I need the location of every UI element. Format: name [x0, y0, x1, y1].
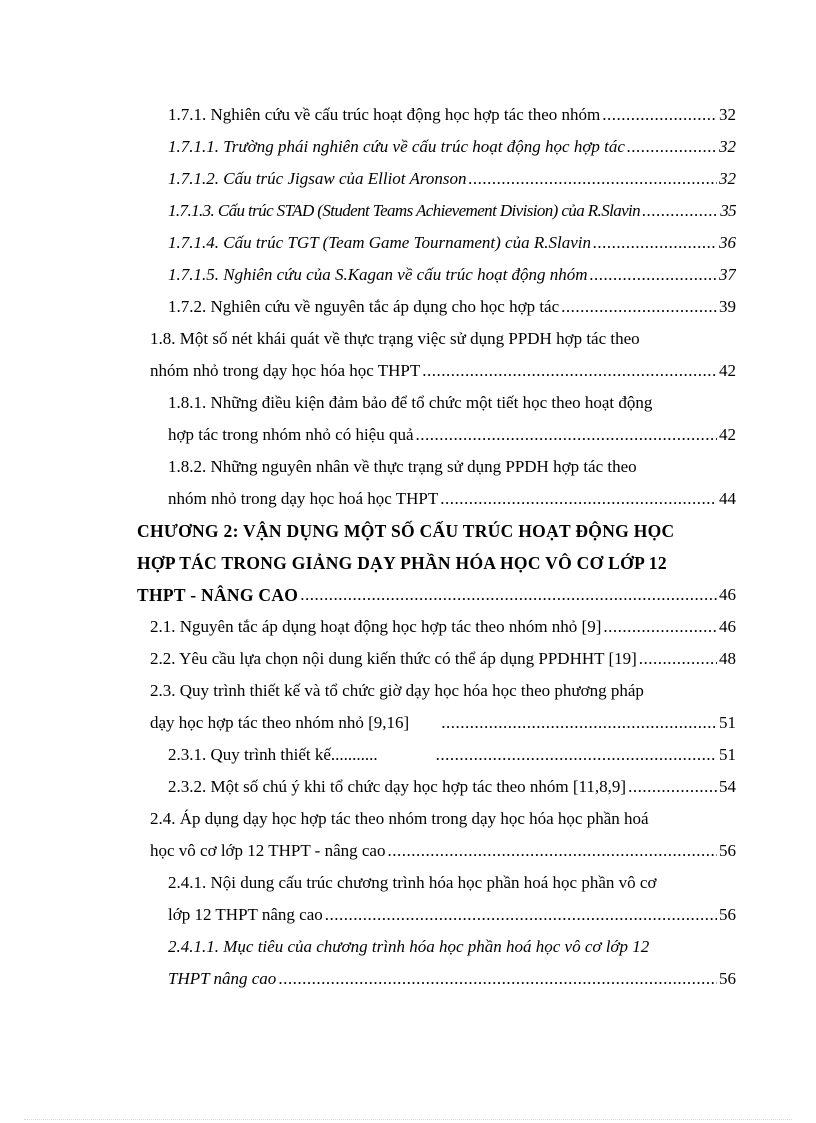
toc-page-number: 56	[719, 905, 736, 924]
toc-page-number: 51	[719, 745, 736, 764]
toc-page-number: 32	[719, 137, 736, 156]
dot-leader	[387, 840, 717, 862]
toc-entry-title: 1.7.1.5. Nghiên cứu của S.Kagan về cấu trúc hoạt động nhóm	[168, 265, 588, 284]
toc-page-number: 56	[719, 969, 736, 988]
toc-entry-2-4-1-cont[interactable]	[168, 894, 736, 926]
toc-entry-title: 1.7.2. Nghiên cứu về nguyên tắc áp dụng cho học hợp tác	[168, 297, 560, 316]
dot-leader	[440, 488, 717, 510]
toc-chapter-title: THPT - NÂNG CAO	[137, 585, 299, 605]
dot-leader	[278, 968, 717, 990]
toc-entry-2-3-2[interactable]	[168, 766, 736, 798]
toc-entry-1-8-2[interactable]	[168, 446, 736, 478]
toc-entry-1-7-1-4[interactable]	[168, 222, 736, 254]
toc-page-number: 36	[719, 233, 736, 252]
toc-page-number: 48	[719, 649, 736, 668]
toc-entry-1-8-cont[interactable]	[150, 350, 736, 382]
toc-entry-1-7-1-2[interactable]	[168, 158, 736, 190]
toc-entry-1-8-2-cont[interactable]	[168, 478, 736, 510]
dot-leader	[627, 136, 717, 158]
toc-page-number: 54	[719, 777, 736, 796]
page-bottom-divider	[24, 1119, 792, 1120]
dot-leader	[593, 232, 717, 254]
dot-leader	[325, 904, 717, 926]
toc-entry-1-7-1-1[interactable]	[168, 126, 736, 158]
toc-entry-2-3[interactable]	[150, 670, 736, 702]
toc-page-number: 32	[719, 169, 736, 188]
toc-chapter-title: CHƯƠNG 2: VẬN DỤNG MỘT SỐ CẤU TRÚC HOẠT ĐỘNG HỌC	[137, 521, 675, 541]
toc-chapter-2[interactable]	[137, 510, 736, 542]
toc-entry-title: lớp 12 THPT nâng cao	[168, 905, 323, 924]
toc-entry-title: 1.7.1.1. Trường phái nghiên cứu về cấu trúc hoạt động học hợp tác	[168, 137, 625, 156]
toc-chapter-title: HỢP TÁC TRONG GIẢNG DẠY PHẦN HÓA HỌC VÔ CƠ LỚP 12	[137, 553, 667, 573]
toc-entry-title: 2.3.2. Một số chú ý khi tổ chức dạy học hợp tác theo nhóm [11,8,9]	[168, 777, 627, 796]
toc-entry-title: THPT nâng cao	[168, 969, 277, 988]
toc-page-number: 42	[719, 425, 736, 444]
dot-leader	[590, 264, 717, 286]
toc-entry-1-7-1-3[interactable]	[168, 190, 736, 222]
toc-page-number: 46	[719, 617, 736, 636]
toc-entry-2-4-cont[interactable]	[150, 830, 736, 862]
toc-entry-title: dạy học hợp tác theo nhóm nhỏ [9,16]	[150, 713, 410, 732]
toc-entry-title: 2.2. Yêu cầu lựa chọn nội dung kiến thức có thể áp dụng PPDHHT [19]	[150, 649, 637, 668]
toc-page-number: 51	[719, 713, 736, 732]
toc-entry-2-4-1[interactable]	[168, 862, 736, 894]
toc-entry-title: 2.1. Nguyên tắc áp dụng hoạt động học hợp tác theo nhóm nhỏ [9]	[150, 617, 602, 636]
toc-page-number: 39	[719, 297, 736, 316]
dot-leader	[603, 616, 717, 638]
dot-leader	[602, 104, 717, 126]
toc-page-number: 37	[719, 265, 736, 284]
toc-entry-title: 2.4.1.1. Mục tiêu của chương trình hóa học phần hoá học vô cơ lớp 12	[168, 937, 650, 956]
toc-entry-title: 1.7.1. Nghiên cứu về cấu trúc hoạt động học hợp tác theo nhóm	[168, 105, 601, 124]
toc-entry-title: 1.7.1.3. Cấu trúc STAD (Student Teams Achievement Division) của R.Slavin	[168, 201, 641, 220]
toc-page-number: 46	[719, 585, 736, 604]
toc-page-number: 56	[719, 841, 736, 860]
toc-entry-title: 2.4. Áp dụng dạy học hợp tác theo nhóm trong dạy học hóa học phần hoá	[150, 809, 649, 828]
dot-leader	[628, 776, 717, 798]
dot-leader	[639, 648, 717, 670]
dot-leader	[380, 744, 717, 766]
dot-leader	[561, 296, 717, 318]
toc-entry-2-4-1-1[interactable]	[168, 926, 736, 958]
toc-entry-title: 1.7.1.4. Cấu trúc TGT (Team Game Tournament) của R.Slavin	[168, 233, 591, 252]
dot-leader	[411, 712, 717, 734]
toc-entry-2-4-1-1-cont[interactable]	[168, 958, 736, 990]
toc-page-number: 35	[720, 201, 736, 220]
toc-entry-2-2[interactable]	[150, 638, 736, 670]
toc-entry-title: nhóm nhỏ trong dạy học hóa học THPT	[150, 361, 421, 380]
toc-entry-1-7-2[interactable]	[168, 286, 736, 318]
dot-leader	[422, 360, 717, 382]
toc-entry-title: hợp tác trong nhóm nhỏ có hiệu quả	[168, 425, 414, 444]
toc-entry-title: học vô cơ lớp 12 THPT - nâng cao	[150, 841, 386, 860]
dot-leader	[468, 168, 717, 190]
toc-entry-title: 2.3. Quy trình thiết kế và tổ chức giờ dạy học hóa học theo phương pháp	[150, 681, 644, 700]
dot-leader	[416, 424, 717, 446]
toc-chapter-2-end[interactable]	[137, 574, 736, 606]
toc-entry-title: 1.8. Một số nét khái quát về thực trạng việc sử dụng PPDH hợp tác theo	[150, 329, 640, 348]
dot-leader	[300, 584, 717, 606]
toc-entry-title: nhóm nhỏ trong dạy học hoá học THPT	[168, 489, 439, 508]
toc-entry-title: 1.8.2. Những nguyên nhân về thực trạng sử dụng PPDH hợp tác theo	[168, 457, 637, 476]
toc-page-number: 44	[719, 489, 736, 508]
toc-entry-title: 2.4.1. Nội dung cấu trúc chương trình hóa học phần hoá học phần vô cơ	[168, 873, 657, 892]
toc-entry-1-8[interactable]	[150, 318, 736, 350]
toc-page-number: 42	[719, 361, 736, 380]
toc-entry-title: 1.7.1.2. Cấu trúc Jigsaw của Elliot Aronson	[168, 169, 467, 188]
toc-entry-1-8-1[interactable]	[168, 382, 736, 414]
dot-leader	[642, 200, 718, 222]
toc-entry-title: 2.3.1. Quy trình thiết kế...........	[168, 745, 378, 764]
toc-chapter-2-cont[interactable]	[137, 542, 736, 574]
toc-page-number: 32	[719, 105, 736, 124]
toc-entry-1-7-1[interactable]	[168, 94, 736, 126]
toc-entry-2-3-1[interactable]	[168, 734, 736, 766]
toc-entry-title: 1.8.1. Những điều kiện đảm bảo để tổ chức một tiết học theo hoạt động	[168, 393, 653, 412]
toc-entry-2-1[interactable]	[150, 606, 736, 638]
toc-entry-1-8-1-cont[interactable]	[168, 414, 736, 446]
toc-entry-2-3-cont[interactable]	[150, 702, 736, 734]
toc-entry-1-7-1-5[interactable]	[168, 254, 736, 286]
toc-entry-2-4[interactable]	[150, 798, 736, 830]
